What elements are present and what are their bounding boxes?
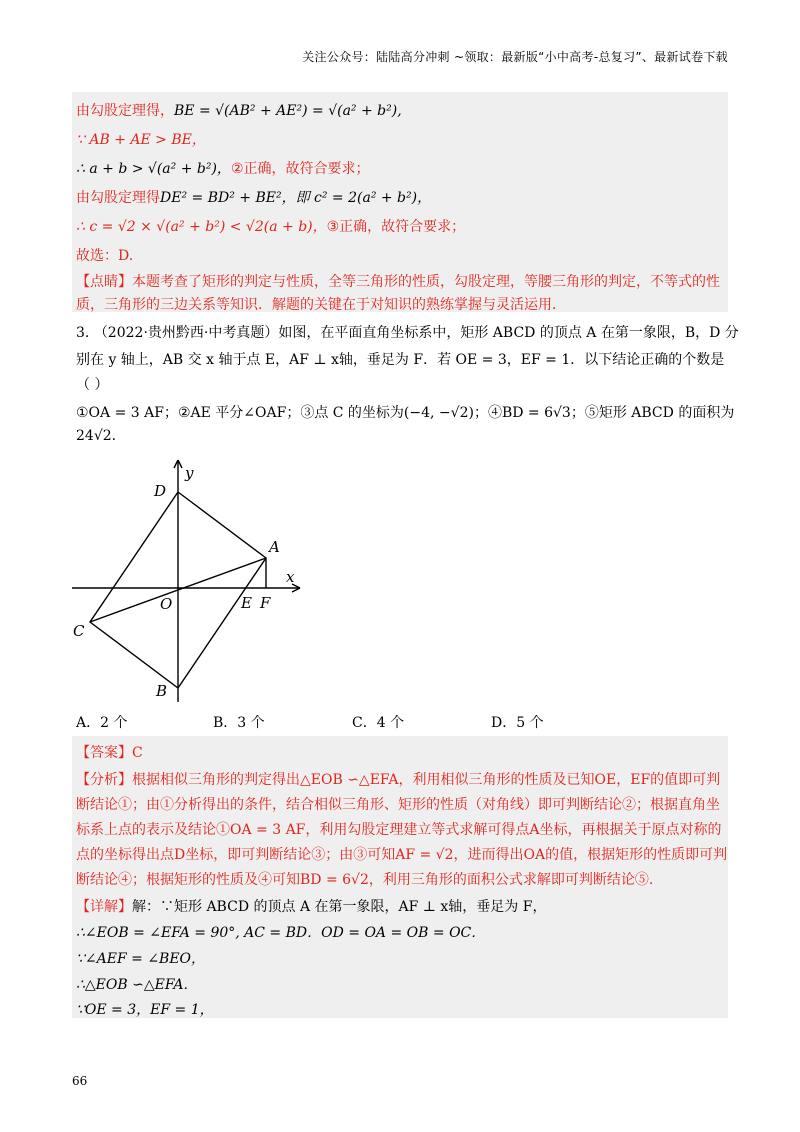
text: ③正确，故符合要求； — [326, 219, 466, 235]
detail-line-5: ∵OE = 3，EF = 1， — [76, 1002, 214, 1018]
text: 由勾股定理得 — [76, 190, 160, 206]
label-b: B — [156, 682, 168, 700]
answer-tag: 【答案】 — [76, 745, 132, 761]
analysis-line-4: 点的坐标得出点D坐标，即可判断结论③；由③可知AF = √2，进而得出OA的值，根据矩形的性质即可判 — [76, 847, 728, 863]
solution-line-3 — [76, 158, 370, 178]
question-text: （2022·贵州黔西·中考真题）如图，在平面直角坐标系中，矩形 ABCD 的顶点 A 在第一象限，B，D 分 — [93, 325, 739, 341]
analysis-line-3: 标系上点的表示及结论①OA = 3 AF，利用勾股定理建立等式求解可得点A坐标，再根据关于原点对称的 — [76, 822, 722, 838]
question-line-1 — [76, 322, 739, 342]
page-number: 66 — [72, 1074, 88, 1088]
analysis-tag: 【分析】 — [76, 772, 132, 788]
question-line-5: 24√2. — [76, 428, 117, 444]
label-o: O — [160, 595, 173, 613]
solution-line-5 — [76, 216, 465, 236]
comment-line-2: 质，三角形的三边关系等知识．解题的关键在于对知识的熟练掌握与灵活运用． — [76, 297, 566, 313]
question-line-2: 别在 y 轴上，AB 交 x 轴于点 E，AF ⊥ x轴，垂足为 F．若 OE = 3，EF = 1．以下结论正确的个数是 — [76, 352, 725, 368]
option-d: D．5 个 — [491, 715, 544, 731]
answer-line — [76, 742, 143, 762]
detail-line-4: ∴△EOB ∽△EFA． — [76, 977, 198, 993]
comment-text: 本题考查了矩形的判定与性质，全等三角形的性质，勾股定理，等腰三角形的判定，不等式的性 — [132, 274, 720, 290]
label-f: F — [260, 594, 271, 612]
option-c: C．4 个 — [352, 715, 405, 731]
comment-line-1 — [76, 271, 720, 291]
analysis-text: 根据相似三角形的判定得出△EOB ∽△EFA，利用相似三角形的性质及已知OE，EF的值即可判 — [132, 772, 721, 788]
comment-tag: 【点睛】 — [76, 274, 132, 290]
question-line-4: ①OA = 3 AF；②AE 平分∠OAF；③点 C 的坐标为(−4, −√2)；④BD = 6√3；⑤矩形 ABCD 的面积为 — [76, 405, 735, 421]
option-a: A．2 个 — [76, 715, 128, 731]
math: ∴ a + b > √(a² + b²)， — [76, 161, 231, 177]
solution-line-1 — [76, 100, 402, 120]
label-d: D — [154, 482, 167, 500]
analysis-line-5: 断结论④；根据矩形的性质及④可知BD = 6√2，利用三角形的面积公式求解即可判断结论⑤. — [76, 872, 654, 888]
detail-line-1 — [76, 896, 546, 916]
geometry-figure — [72, 456, 322, 708]
solution-line-6: 故选：D. — [76, 248, 134, 264]
label-a: A — [269, 538, 280, 556]
question-line-3: （ ） — [76, 377, 109, 393]
detail-tag: 【详解】 — [76, 899, 132, 915]
solution-line-2 — [76, 129, 206, 149]
label-c: C — [73, 622, 85, 640]
text: ②正确，故符合要求； — [230, 161, 370, 177]
question-number: 3. — [76, 325, 90, 341]
page-header: 关注公众号：陆陆高分冲刺 ~领取：最新版“小中高考-总复习”、最新试卷下载 — [302, 50, 728, 64]
label-e: E — [241, 594, 252, 612]
math: ∵ AB + AE > BE， — [76, 132, 206, 148]
option-b: B．3 个 — [213, 715, 265, 731]
math: DE² = BD² + BE²，即 c² = 2(a² + b²)， — [160, 190, 432, 206]
solution-line-4 — [76, 187, 431, 207]
analysis-line-1 — [76, 769, 720, 789]
detail-line-3: ∵∠AEF = ∠BEO， — [76, 951, 206, 967]
label-x: x — [286, 568, 295, 586]
text: 由勾股定理得， — [76, 103, 174, 119]
analysis-line-2: 断结论①；由①分析得出的条件，结合相似三角形、矩形的性质（对角线）即可判断结论②；根据直角坐 — [76, 797, 720, 813]
math: BE = √(AB² + AE²) = √(a² + b²), — [174, 103, 402, 119]
answer-value: C — [132, 745, 143, 761]
detail-line-2: ∴∠EOB = ∠EFA = 90°, AC = BD．OD = OA = OB = OC． — [76, 925, 486, 941]
detail-text: 解：∵矩形 ABCD 的顶点 A 在第一象限，AF ⊥ x轴，垂足为 F， — [132, 899, 547, 915]
math: ∴ c = √2 × √(a² + b²) < √2(a + b)， — [76, 219, 327, 235]
label-y: y — [185, 464, 194, 482]
